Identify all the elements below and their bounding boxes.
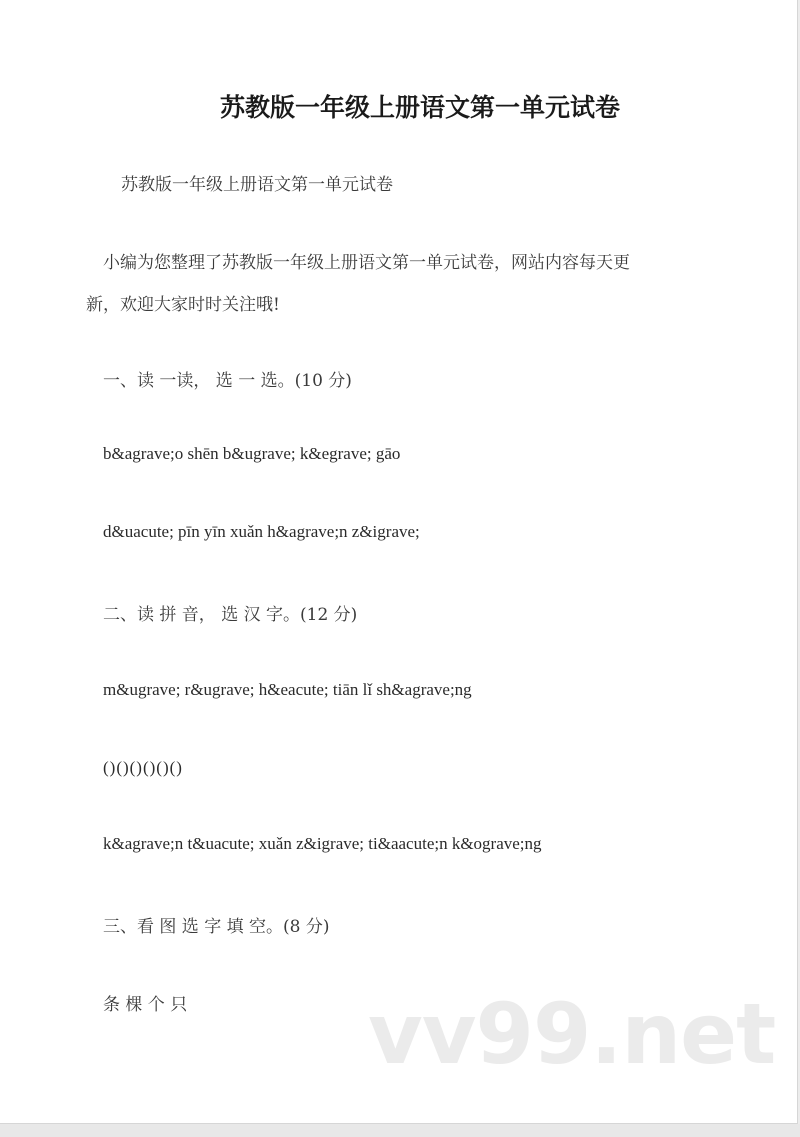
section-2-line-1: m&ugrave; r&ugrave; h&eacute; tiān lǐ sh&agrave;ng [103, 680, 472, 699]
section-2-heading: 二、读 拼 音， 选 汉 字。(12 分) [103, 605, 358, 625]
document-title: 苏教版一年级上册语文第一单元试卷 [219, 93, 620, 122]
watermark: vv99.net [368, 985, 776, 1083]
document-subtitle: 苏教版一年级上册语文第一单元试卷 [121, 175, 393, 195]
intro-paragraph-line-1: 小编为您整理了苏教版一年级上册语文第一单元试卷，网站内容每天更 [103, 253, 630, 273]
section-1-heading: 一、读 一读， 选 一 选。(10 分) [103, 371, 352, 391]
section-1-line-2: d&uacute; pīn yīn xuǎn h&agrave;n z&igrave; [103, 522, 420, 541]
page-bottom-margin [0, 1124, 800, 1137]
section-2-line-3: k&agrave;n t&uacute; xuǎn z&igrave; ti&aacute;n k&ograve;ng [103, 834, 542, 853]
intro-paragraph-line-2: 新，欢迎大家时时关注哦! [86, 295, 280, 315]
section-3-line-1: 条 棵 个 只 [103, 995, 188, 1015]
section-1-line-1: b&agrave;o shēn b&ugrave; k&egrave; gāo [103, 444, 401, 463]
section-3-heading: 三、看 图 选 字 填 空。(8 分) [103, 917, 330, 937]
section-2-blanks: ()()()()()() [103, 758, 183, 777]
